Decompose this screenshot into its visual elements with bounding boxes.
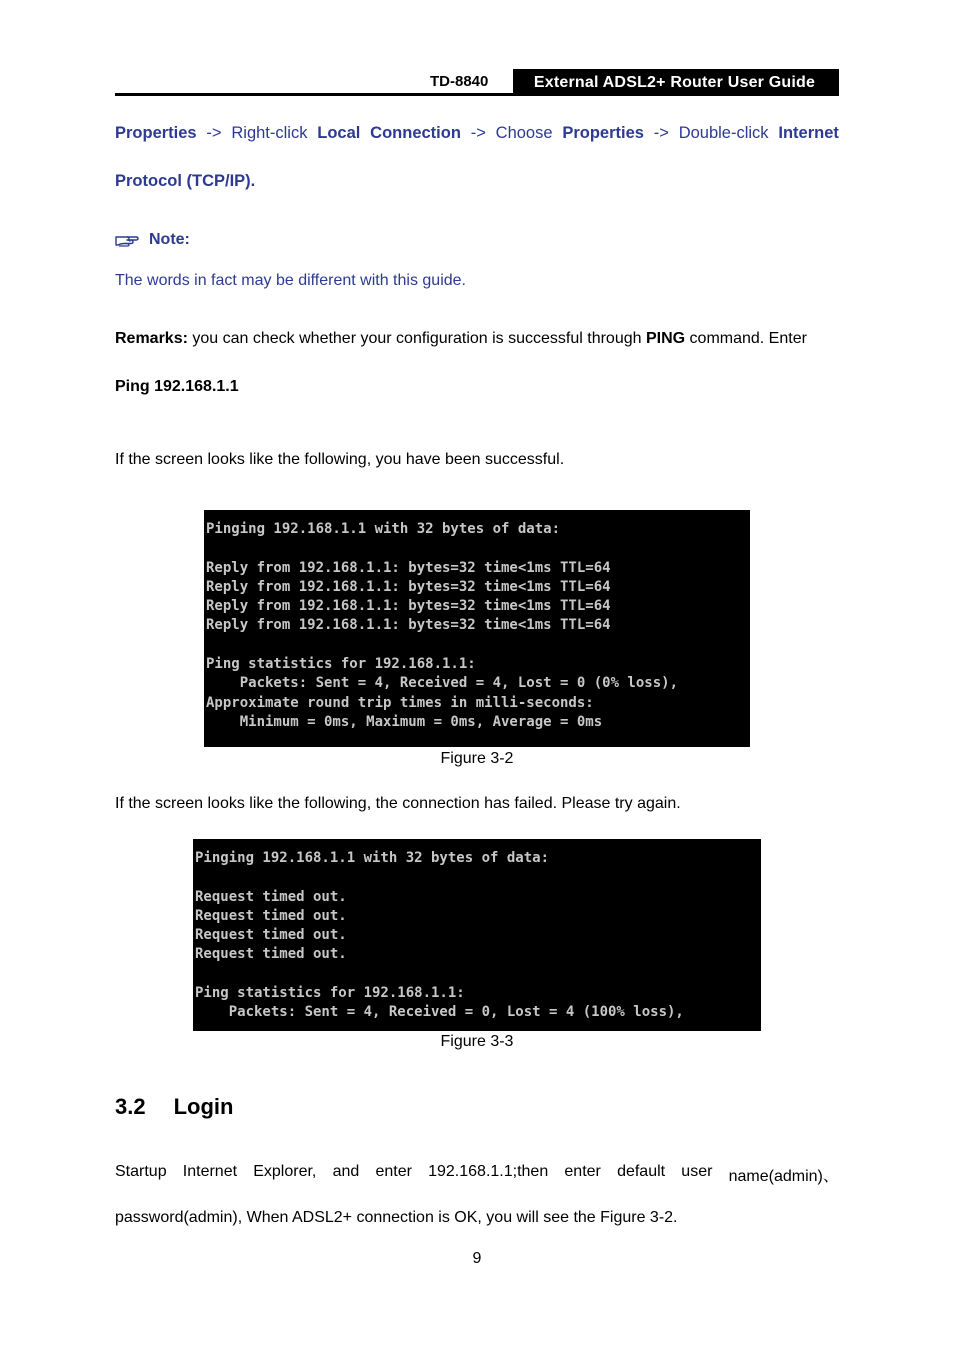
success-text: If the screen looks like the following, you have been successful. bbox=[115, 451, 565, 468]
body-line-1 bbox=[115, 1163, 839, 1186]
word: -> bbox=[206, 124, 222, 142]
word: Connection bbox=[370, 124, 461, 142]
console-fail-screenshot bbox=[193, 839, 761, 1031]
ping-command: Ping 192.168.1.1 bbox=[115, 378, 239, 395]
word: enter bbox=[564, 1163, 601, 1180]
console-line: Approximate round trip times in milli-seconds: bbox=[206, 694, 594, 711]
word: Right-click bbox=[231, 124, 308, 142]
word: enter bbox=[375, 1163, 412, 1180]
figure-caption-3-3: Figure 3-3 bbox=[440, 1033, 514, 1050]
word: user bbox=[681, 1163, 713, 1180]
header-model: TD-8840 bbox=[430, 73, 489, 90]
header-guide-title-box bbox=[513, 69, 839, 94]
header-rule bbox=[115, 93, 839, 96]
fail-text: If the screen looks like the following, the connection has failed. Please try again. bbox=[115, 795, 681, 812]
section-number: 3.2 bbox=[115, 1094, 146, 1119]
console-line: Request timed out. bbox=[195, 927, 347, 944]
remarks-command-word: PING bbox=[645, 330, 686, 347]
console-success-screenshot bbox=[204, 510, 750, 747]
word: and bbox=[332, 1163, 360, 1180]
header-guide-title: External ADSL2+ Router User Guide bbox=[533, 74, 816, 91]
note-heading bbox=[115, 231, 190, 249]
console-line: Minimum = 0ms, Maximum = 0ms, Average = 0ms bbox=[206, 713, 603, 730]
word: Choose bbox=[495, 124, 553, 142]
remarks-label: Remarks: bbox=[115, 330, 188, 347]
note-text: The words in fact may be different with this guide. bbox=[115, 272, 466, 289]
console-line: Packets: Sent = 4, Received = 0, Lost = 4 (100% loss), bbox=[195, 1004, 684, 1021]
console-line: Packets: Sent = 4, Received = 4, Lost = 0 (0% loss), bbox=[206, 675, 679, 692]
console-line: Pinging 192.168.1.1 with 32 bytes of data: bbox=[206, 521, 561, 537]
instruction-line-2: Protocol (TCP/IP). bbox=[115, 172, 256, 190]
console-line: Pinging 192.168.1.1 with 32 bytes of data: bbox=[195, 850, 550, 866]
word: -> bbox=[470, 124, 486, 142]
remarks-text-before: you can check whether your configuration is successful through bbox=[187, 330, 646, 347]
word: Properties bbox=[115, 124, 197, 142]
body-line-2: password(admin), When ADSL2+ connection is OK, you will see the Figure 3-2. bbox=[115, 1209, 678, 1226]
section-heading bbox=[115, 1094, 233, 1120]
console-line: Reply from 192.168.1.1: bytes=32 time<1ms TTL=64 bbox=[206, 559, 611, 576]
instruction-line-1 bbox=[115, 124, 839, 143]
console-line: Reply from 192.168.1.1: bytes=32 time<1ms TTL=64 bbox=[206, 617, 611, 634]
remarks-text-after: command. Enter bbox=[685, 330, 807, 347]
console-line bbox=[206, 636, 750, 655]
word: Properties bbox=[562, 124, 644, 142]
console-line: Reply from 192.168.1.1: bytes=32 time<1ms TTL=64 bbox=[206, 598, 611, 615]
figure-caption-3-2: Figure 3-2 bbox=[440, 750, 514, 767]
word: 192.168.1.1;then bbox=[428, 1163, 549, 1180]
word: Internet bbox=[778, 124, 839, 142]
section-title: Login bbox=[173, 1094, 234, 1119]
console-line: Request timed out. bbox=[195, 946, 347, 963]
word: default bbox=[617, 1163, 666, 1180]
console-line: Reply from 192.168.1.1: bytes=32 time<1ms TTL=64 bbox=[206, 578, 611, 595]
word: Double-click bbox=[678, 124, 769, 142]
console-line bbox=[195, 868, 761, 887]
word: Local bbox=[317, 124, 361, 142]
console-line: Ping statistics for 192.168.1.1: bbox=[195, 985, 465, 1002]
console-line bbox=[206, 539, 750, 558]
note-label: Note: bbox=[149, 231, 190, 248]
console-line: Ping statistics for 192.168.1.1: bbox=[206, 656, 476, 673]
word: -> bbox=[653, 124, 669, 142]
pointing-hand-icon bbox=[115, 233, 139, 247]
word: Internet bbox=[182, 1163, 238, 1180]
page-number: 9 bbox=[472, 1250, 482, 1267]
word: name(admin)、 bbox=[728, 1168, 839, 1185]
console-line bbox=[195, 965, 761, 984]
word: Startup bbox=[115, 1163, 167, 1180]
word: Explorer, bbox=[253, 1163, 317, 1180]
console-line: Request timed out. bbox=[195, 907, 347, 924]
console-line: Request timed out. bbox=[195, 888, 347, 905]
remarks-paragraph bbox=[115, 330, 839, 348]
